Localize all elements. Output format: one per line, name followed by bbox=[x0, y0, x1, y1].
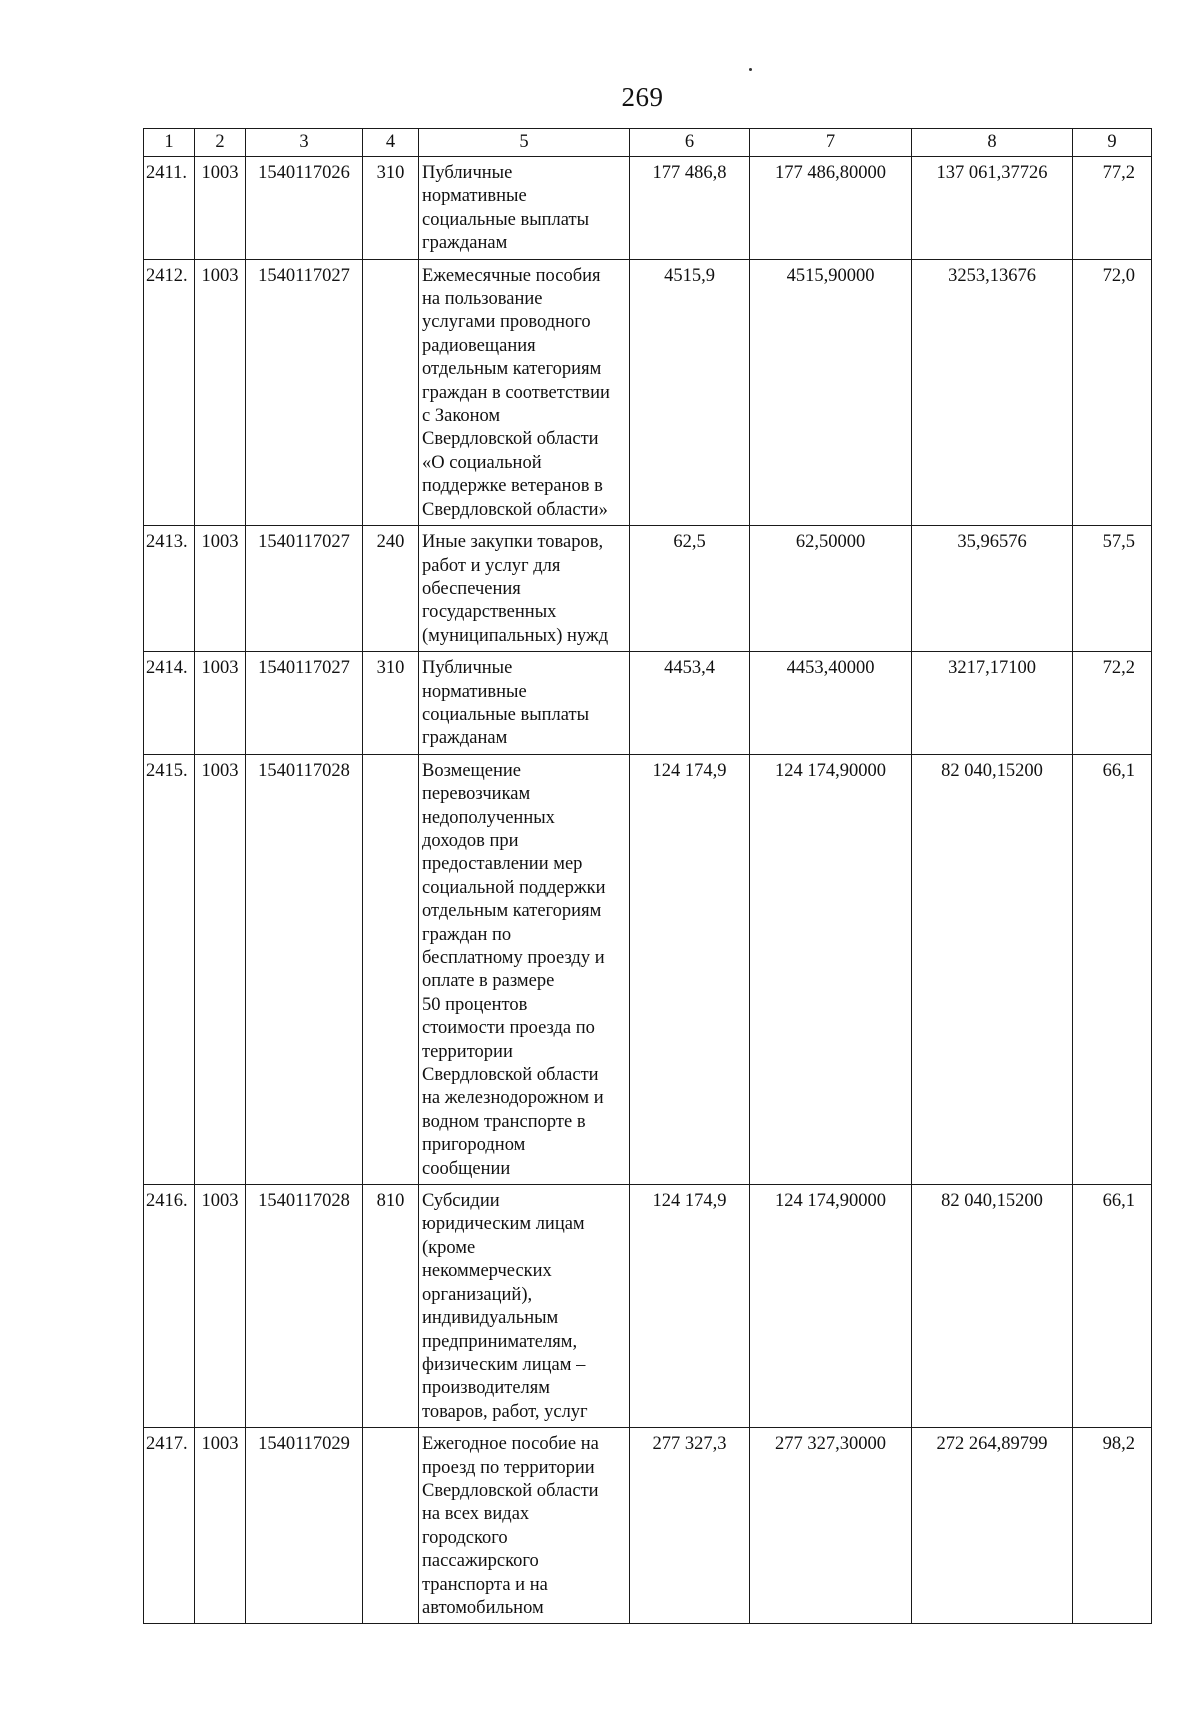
header-cell-7: 7 bbox=[750, 129, 912, 157]
description-line: недополученных bbox=[422, 807, 555, 828]
description-line: автомобильном bbox=[422, 1597, 544, 1618]
description-line: Субсидии bbox=[422, 1191, 500, 1212]
description-line: предоставлении мер bbox=[422, 854, 583, 875]
description-line: с Законом bbox=[422, 406, 501, 427]
description-cell bbox=[419, 1428, 630, 1624]
budget-list-amount-cell: 4453,40000 bbox=[750, 652, 912, 755]
header-cell-1: 1 bbox=[144, 129, 195, 157]
budget-list-amount-cell: 277 327,30000 bbox=[750, 1428, 912, 1624]
description-line: нормативные bbox=[422, 186, 527, 207]
table-row bbox=[144, 754, 1152, 1184]
description-line: организаций), bbox=[422, 1284, 533, 1305]
description-line: государственных bbox=[422, 602, 557, 623]
expense-type-cell bbox=[363, 754, 419, 1184]
description-line: юридическим лицам bbox=[422, 1214, 585, 1235]
description-line: (муниципальных) нужд bbox=[422, 625, 609, 646]
budget-list-amount-cell: 124 174,90000 bbox=[750, 754, 912, 1184]
description-line: товаров, работ, услуг bbox=[422, 1401, 588, 1422]
header-cell-6: 6 bbox=[630, 129, 750, 157]
table-row bbox=[144, 1428, 1152, 1624]
description-line: граждан в соответствии bbox=[422, 382, 610, 403]
description-line: Свердловской области bbox=[422, 1065, 599, 1086]
header-row bbox=[144, 129, 1152, 157]
expense-type-cell: 310 bbox=[363, 157, 419, 260]
row-number-cell: 2411. bbox=[144, 157, 195, 260]
executed-amount-cell: 137 061,37726 bbox=[912, 157, 1073, 260]
description-line: нормативные bbox=[422, 681, 527, 702]
description-line: 50 процентов bbox=[422, 994, 528, 1015]
description-line: на всех видах bbox=[422, 1504, 530, 1525]
execution-percent-cell: 66,1 bbox=[1073, 754, 1152, 1184]
description-line: услугами проводного bbox=[422, 312, 591, 333]
description-line: Иные закупки товаров, bbox=[422, 532, 604, 553]
budget-list-amount-cell: 62,50000 bbox=[750, 526, 912, 652]
approved-amount-cell: 62,5 bbox=[630, 526, 750, 652]
header-cell-2: 2 bbox=[195, 129, 246, 157]
description-line: перевозчикам bbox=[422, 784, 531, 805]
section-code-cell: 1003 bbox=[195, 259, 246, 525]
target-article-cell: 1540117028 bbox=[246, 1185, 363, 1428]
description-line: на пользование bbox=[422, 289, 543, 310]
section-code-cell: 1003 bbox=[195, 754, 246, 1184]
description-line: «О социальной bbox=[422, 452, 542, 473]
description-line: предпринимателям, bbox=[422, 1331, 578, 1352]
execution-percent-cell: 57,5 bbox=[1073, 526, 1152, 652]
description-line: пассажирского bbox=[422, 1551, 539, 1572]
description-line: стоимости проезда по bbox=[422, 1018, 595, 1039]
description-line: гражданам bbox=[422, 728, 508, 749]
budget-table bbox=[143, 128, 1152, 1624]
description-line: отдельным категориям bbox=[422, 359, 602, 380]
description-cell bbox=[419, 526, 630, 652]
target-article-cell: 1540117026 bbox=[246, 157, 363, 260]
table-row bbox=[144, 157, 1152, 260]
description-cell bbox=[419, 1185, 630, 1428]
description-line: индивидуальным bbox=[422, 1308, 559, 1329]
description-line: территории bbox=[422, 1041, 513, 1062]
description-line: пригородном bbox=[422, 1135, 526, 1156]
approved-amount-cell: 277 327,3 bbox=[630, 1428, 750, 1624]
description-line: оплате в размере bbox=[422, 971, 555, 992]
header-cell-5: 5 bbox=[419, 129, 630, 157]
table-row bbox=[144, 1185, 1152, 1428]
description-cell bbox=[419, 754, 630, 1184]
approved-amount-cell: 177 486,8 bbox=[630, 157, 750, 260]
row-number-cell: 2417. bbox=[144, 1428, 195, 1624]
page-number: 269 bbox=[621, 82, 664, 112]
description-line: отдельным категориям bbox=[422, 901, 602, 922]
description-line: социальные выплаты bbox=[422, 704, 590, 725]
expense-type-cell: 310 bbox=[363, 652, 419, 755]
description-line: поддержке ветеранов в bbox=[422, 476, 603, 497]
approved-amount-cell: 124 174,9 bbox=[630, 1185, 750, 1428]
row-number-cell: 2414. bbox=[144, 652, 195, 755]
description-line: доходов при bbox=[422, 830, 519, 851]
section-code-cell: 1003 bbox=[195, 157, 246, 260]
description-line: социальные выплаты bbox=[422, 209, 590, 230]
executed-amount-cell: 3253,13676 bbox=[912, 259, 1073, 525]
section-code-cell: 1003 bbox=[195, 652, 246, 755]
description-line: транспорта и на bbox=[422, 1574, 548, 1595]
budget-list-amount-cell: 4515,90000 bbox=[750, 259, 912, 525]
executed-amount-cell: 272 264,89799 bbox=[912, 1428, 1073, 1624]
table-row bbox=[144, 652, 1152, 755]
description-line: Возмещение bbox=[422, 760, 522, 781]
description-line: физическим лицам – bbox=[422, 1354, 586, 1375]
header-cell-3: 3 bbox=[246, 129, 363, 157]
expense-type-cell: 240 bbox=[363, 526, 419, 652]
scan-speck bbox=[749, 68, 752, 71]
budget-list-amount-cell: 124 174,90000 bbox=[750, 1185, 912, 1428]
header-cell-9: 9 bbox=[1073, 129, 1152, 157]
description-line: (кроме bbox=[422, 1237, 476, 1258]
execution-percent-cell: 98,2 bbox=[1073, 1428, 1152, 1624]
row-number-cell: 2412. bbox=[144, 259, 195, 525]
table-body bbox=[144, 157, 1152, 1624]
target-article-cell: 1540117028 bbox=[246, 754, 363, 1184]
description-line: Свердловской области» bbox=[422, 499, 608, 520]
approved-amount-cell: 124 174,9 bbox=[630, 754, 750, 1184]
description-line: Публичные bbox=[422, 163, 513, 183]
description-cell bbox=[419, 157, 630, 260]
row-number-cell: 2413. bbox=[144, 526, 195, 652]
approved-amount-cell: 4515,9 bbox=[630, 259, 750, 525]
approved-amount-cell: 4453,4 bbox=[630, 652, 750, 755]
table-row bbox=[144, 526, 1152, 652]
execution-percent-cell: 72,0 bbox=[1073, 259, 1152, 525]
description-line: Ежемесячные пособия bbox=[422, 265, 601, 286]
table-row bbox=[144, 259, 1152, 525]
description-line: Ежегодное пособие на bbox=[422, 1434, 599, 1455]
description-line: водном транспорте в bbox=[422, 1111, 586, 1132]
expense-type-cell bbox=[363, 259, 419, 525]
description-line: производителям bbox=[422, 1378, 550, 1399]
description-cell bbox=[419, 259, 630, 525]
expense-type-cell bbox=[363, 1428, 419, 1624]
expense-type-cell: 810 bbox=[363, 1185, 419, 1428]
executed-amount-cell: 82 040,15200 bbox=[912, 1185, 1073, 1428]
execution-percent-cell: 66,1 bbox=[1073, 1185, 1152, 1428]
description-line: обеспечения bbox=[422, 578, 521, 599]
row-number-cell: 2415. bbox=[144, 754, 195, 1184]
description-line: Публичные bbox=[422, 658, 513, 679]
description-line: Свердловской области bbox=[422, 429, 599, 450]
target-article-cell: 1540117027 bbox=[246, 526, 363, 652]
executed-amount-cell: 35,96576 bbox=[912, 526, 1073, 652]
target-article-cell: 1540117027 bbox=[246, 259, 363, 525]
description-line: проезд по территории bbox=[422, 1457, 595, 1478]
description-line: гражданам bbox=[422, 233, 508, 254]
description-line: радиовещания bbox=[422, 335, 536, 356]
target-article-cell: 1540117027 bbox=[246, 652, 363, 755]
execution-percent-cell: 77,2 bbox=[1073, 157, 1152, 260]
description-cell bbox=[419, 652, 630, 755]
description-line: социальной поддержки bbox=[422, 877, 606, 898]
execution-percent-cell: 72,2 bbox=[1073, 652, 1152, 755]
description-line: некоммерческих bbox=[422, 1261, 552, 1282]
header-cell-4: 4 bbox=[363, 129, 419, 157]
description-line: работ и услуг для bbox=[422, 555, 561, 576]
description-line: граждан по bbox=[422, 924, 512, 945]
description-line: сообщении bbox=[422, 1158, 511, 1179]
description-line: городского bbox=[422, 1527, 508, 1548]
section-code-cell: 1003 bbox=[195, 1185, 246, 1428]
executed-amount-cell: 82 040,15200 bbox=[912, 754, 1073, 1184]
section-code-cell: 1003 bbox=[195, 526, 246, 652]
description-line: на железнодорожном и bbox=[422, 1088, 604, 1109]
header-cell-8: 8 bbox=[912, 129, 1073, 157]
row-number-cell: 2416. bbox=[144, 1185, 195, 1428]
description-line: Свердловской области bbox=[422, 1480, 599, 1501]
section-code-cell: 1003 bbox=[195, 1428, 246, 1624]
target-article-cell: 1540117029 bbox=[246, 1428, 363, 1624]
description-line: бесплатному проезду и bbox=[422, 948, 605, 968]
budget-list-amount-cell: 177 486,80000 bbox=[750, 157, 912, 260]
executed-amount-cell: 3217,17100 bbox=[912, 652, 1073, 755]
